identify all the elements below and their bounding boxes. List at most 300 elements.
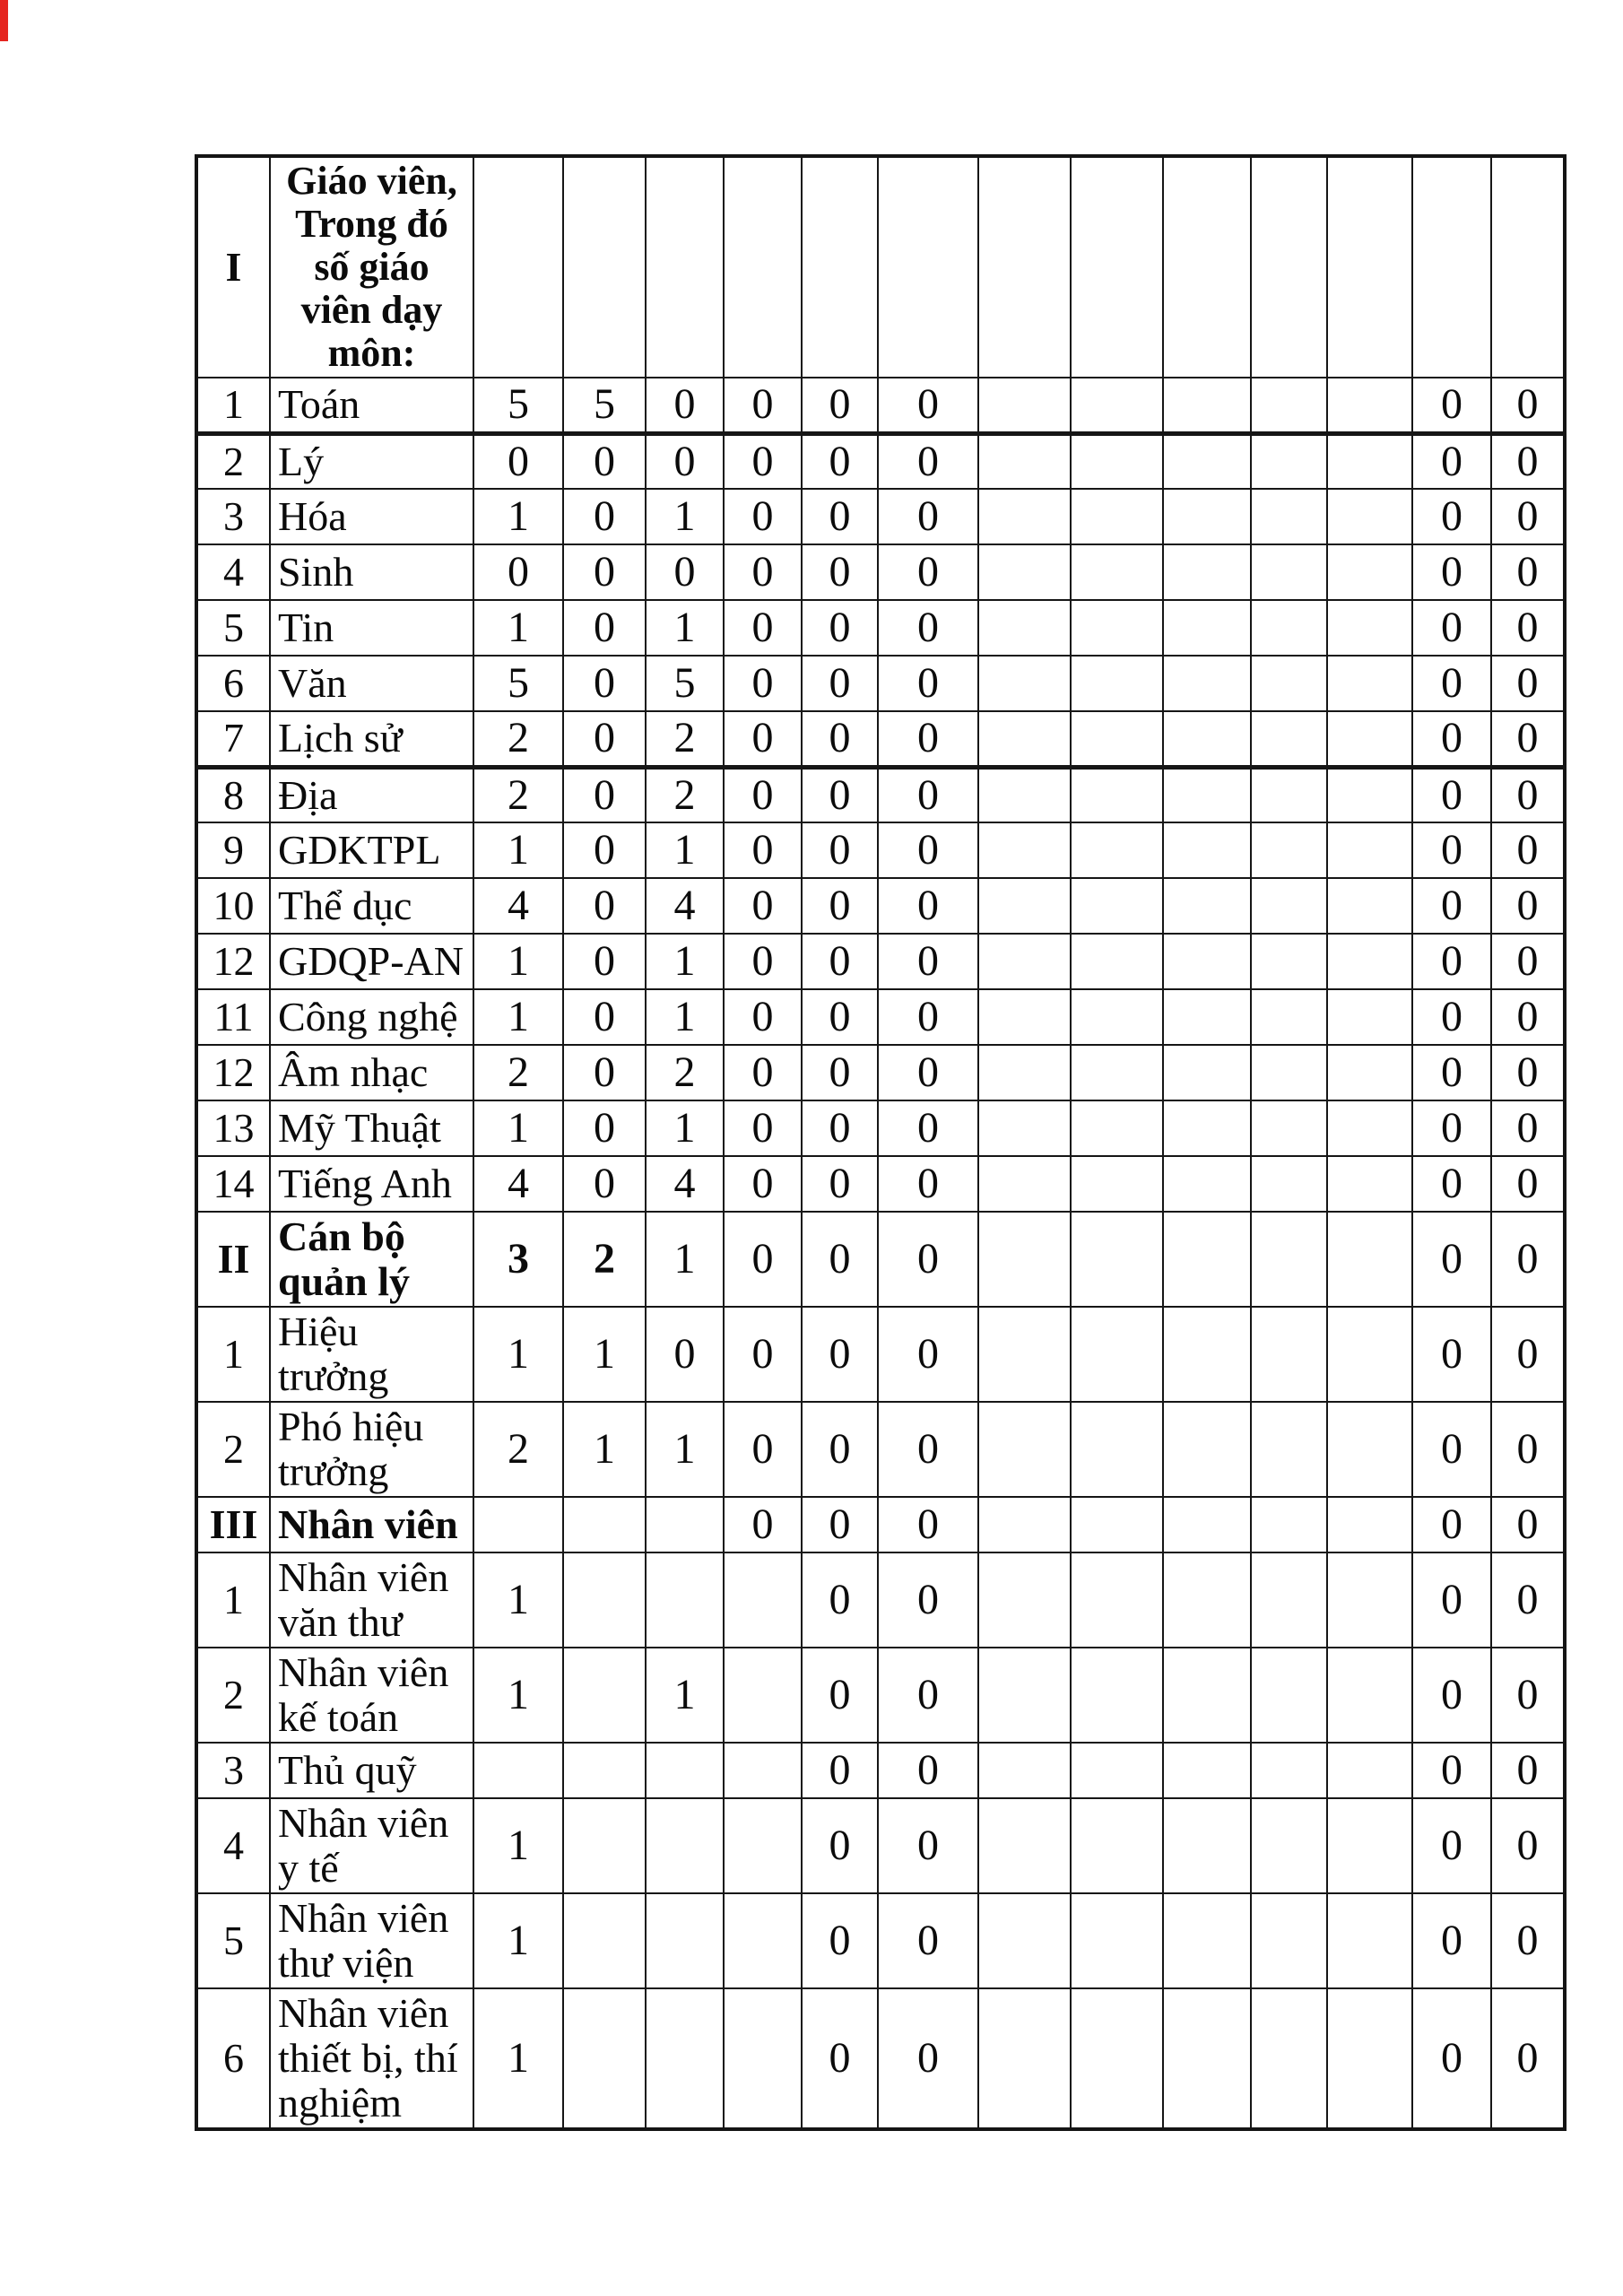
empty-cell	[1251, 1307, 1327, 1402]
value-cell: 0	[563, 878, 646, 934]
row-label: Mỹ Thuật	[270, 1100, 473, 1156]
row-index: 12	[196, 934, 270, 989]
tail-value-cell: 0	[1491, 767, 1565, 822]
value-cell: 1	[473, 1893, 563, 1988]
value-cell: 0	[724, 600, 802, 656]
table-row	[196, 656, 1565, 711]
value-cell: 1	[646, 822, 724, 878]
empty-cell	[1251, 1212, 1327, 1307]
empty-cell	[1163, 489, 1251, 544]
tail-value-cell: 0	[1491, 433, 1565, 489]
empty-cell	[978, 1648, 1071, 1743]
empty-cell	[1071, 1402, 1163, 1497]
value-cell: 0	[473, 544, 563, 600]
value-cell: 0	[802, 878, 878, 934]
table-row	[196, 378, 1565, 433]
tail-value-cell: 0	[1491, 1552, 1565, 1648]
tail-value-cell: 0	[1412, 1552, 1491, 1648]
value-cell: 0	[563, 934, 646, 989]
value-cell: 1	[473, 1988, 563, 2129]
empty-cell	[1251, 378, 1327, 433]
empty-cell	[1251, 934, 1327, 989]
row-label: Giáo viên, Trong đó số giáo viên dạy môn:	[270, 156, 473, 378]
value-cell: 0	[563, 822, 646, 878]
value-cell: 1	[646, 934, 724, 989]
value-cell	[646, 1497, 724, 1552]
value-cell: 2	[646, 1045, 724, 1100]
value-cell: 0	[563, 767, 646, 822]
value-cell: 0	[878, 767, 978, 822]
value-cell	[563, 1497, 646, 1552]
row-index: 6	[196, 1988, 270, 2129]
empty-cell	[1327, 1156, 1412, 1212]
value-cell: 2	[473, 1045, 563, 1100]
empty-cell	[1071, 378, 1163, 433]
row-index: 1	[196, 1307, 270, 1402]
table-row	[196, 989, 1565, 1045]
empty-cell	[1163, 600, 1251, 656]
empty-cell	[1251, 989, 1327, 1045]
empty-cell	[1163, 1648, 1251, 1743]
tail-value-cell: 0	[1491, 1307, 1565, 1402]
empty-cell	[1071, 1497, 1163, 1552]
row-index: 3	[196, 489, 270, 544]
value-cell: 0	[878, 544, 978, 600]
value-cell: 0	[724, 489, 802, 544]
tail-value-cell: 0	[1491, 1798, 1565, 1893]
empty-cell	[978, 1156, 1071, 1212]
row-index: 2	[196, 433, 270, 489]
empty-cell	[1251, 878, 1327, 934]
tail-value-cell: 0	[1412, 1648, 1491, 1743]
value-cell: 0	[802, 600, 878, 656]
value-cell: 5	[473, 378, 563, 433]
tail-value-cell	[1412, 156, 1491, 378]
empty-cell	[978, 989, 1071, 1045]
value-cell: 2	[473, 1402, 563, 1497]
value-cell: 0	[563, 989, 646, 1045]
empty-cell	[1163, 1743, 1251, 1798]
empty-cell	[1327, 378, 1412, 433]
value-cell: 0	[802, 378, 878, 433]
empty-cell	[978, 934, 1071, 989]
value-cell	[473, 1497, 563, 1552]
value-cell: 0	[878, 1798, 978, 1893]
empty-cell	[1327, 489, 1412, 544]
table-row	[196, 1648, 1565, 1743]
empty-cell	[978, 878, 1071, 934]
empty-cell	[1163, 1552, 1251, 1648]
value-cell: 1	[473, 489, 563, 544]
row-index: 1	[196, 1552, 270, 1648]
table-row	[196, 1552, 1565, 1648]
empty-cell	[978, 1798, 1071, 1893]
row-index: 10	[196, 878, 270, 934]
tail-value-cell: 0	[1412, 489, 1491, 544]
empty-cell	[978, 1307, 1071, 1402]
empty-cell	[978, 600, 1071, 656]
empty-cell	[1327, 822, 1412, 878]
value-cell: 0	[878, 1307, 978, 1402]
tail-value-cell: 0	[1491, 822, 1565, 878]
tail-value-cell: 0	[1412, 1497, 1491, 1552]
row-label: GDQP-AN	[270, 934, 473, 989]
tail-value-cell: 0	[1491, 378, 1565, 433]
empty-cell	[1327, 1100, 1412, 1156]
empty-cell	[1327, 1307, 1412, 1402]
value-cell: 0	[802, 1156, 878, 1212]
value-cell: 0	[878, 1100, 978, 1156]
value-cell: 0	[802, 1798, 878, 1893]
empty-cell	[978, 767, 1071, 822]
empty-cell	[1071, 489, 1163, 544]
empty-cell	[1163, 934, 1251, 989]
value-cell	[646, 1798, 724, 1893]
empty-cell	[1071, 156, 1163, 378]
empty-cell	[1327, 1648, 1412, 1743]
tail-value-cell: 0	[1491, 1100, 1565, 1156]
value-cell: 0	[563, 656, 646, 711]
empty-cell	[1071, 544, 1163, 600]
empty-cell	[1163, 822, 1251, 878]
row-index: 5	[196, 1893, 270, 1988]
empty-cell	[978, 1402, 1071, 1497]
table-row	[196, 1988, 1565, 2129]
empty-cell	[1071, 656, 1163, 711]
row-index: 1	[196, 378, 270, 433]
empty-cell	[1163, 711, 1251, 767]
empty-cell	[1251, 1100, 1327, 1156]
tail-value-cell: 0	[1412, 1045, 1491, 1100]
tail-value-cell: 0	[1491, 489, 1565, 544]
table-row	[196, 767, 1565, 822]
value-cell: 2	[563, 1212, 646, 1307]
row-label: Lịch sử	[270, 711, 473, 767]
empty-cell	[1327, 433, 1412, 489]
value-cell: 0	[724, 989, 802, 1045]
value-cell: 0	[802, 1988, 878, 2129]
empty-cell	[978, 1552, 1071, 1648]
row-index: 8	[196, 767, 270, 822]
empty-cell	[1163, 378, 1251, 433]
value-cell: 0	[802, 1307, 878, 1402]
table-row	[196, 1156, 1565, 1212]
tail-value-cell: 0	[1412, 711, 1491, 767]
empty-cell	[978, 489, 1071, 544]
value-cell: 0	[724, 1497, 802, 1552]
row-label: Nhân viên kế toán	[270, 1648, 473, 1743]
empty-cell	[1251, 1552, 1327, 1648]
value-cell: 0	[878, 1212, 978, 1307]
tail-value-cell: 0	[1412, 989, 1491, 1045]
value-cell: 0	[878, 1402, 978, 1497]
empty-cell	[1251, 1497, 1327, 1552]
value-cell: 0	[563, 1045, 646, 1100]
empty-cell	[1071, 989, 1163, 1045]
tail-value-cell: 0	[1412, 1307, 1491, 1402]
row-index: 11	[196, 989, 270, 1045]
value-cell: 0	[878, 1552, 978, 1648]
value-cell: 1	[646, 1212, 724, 1307]
empty-cell	[1251, 1045, 1327, 1100]
empty-cell	[1327, 934, 1412, 989]
value-cell: 0	[878, 1743, 978, 1798]
value-cell: 0	[878, 1988, 978, 2129]
value-cell: 1	[646, 489, 724, 544]
value-cell: 0	[878, 1045, 978, 1100]
tail-value-cell: 0	[1412, 934, 1491, 989]
table-row	[196, 544, 1565, 600]
value-cell: 2	[473, 767, 563, 822]
row-index: 9	[196, 822, 270, 878]
table-row	[196, 1045, 1565, 1100]
value-cell: 0	[563, 489, 646, 544]
value-cell: 5	[473, 656, 563, 711]
empty-cell	[978, 822, 1071, 878]
value-cell: 0	[802, 1100, 878, 1156]
empty-cell	[1071, 1988, 1163, 2129]
row-index: 12	[196, 1045, 270, 1100]
table-row	[196, 1798, 1565, 1893]
empty-cell	[1163, 989, 1251, 1045]
value-cell: 0	[724, 1100, 802, 1156]
table-row	[196, 489, 1565, 544]
tail-value-cell: 0	[1412, 656, 1491, 711]
value-cell: 1	[473, 600, 563, 656]
empty-cell	[978, 1988, 1071, 2129]
table-row	[196, 1743, 1565, 1798]
value-cell: 0	[878, 822, 978, 878]
row-index: II	[196, 1212, 270, 1307]
empty-cell	[1163, 156, 1251, 378]
value-cell	[646, 1893, 724, 1988]
empty-cell	[978, 1893, 1071, 1988]
row-index: 7	[196, 711, 270, 767]
table-row	[196, 878, 1565, 934]
empty-cell	[1251, 600, 1327, 656]
row-label: Nhân viên y tế	[270, 1798, 473, 1893]
tail-value-cell: 0	[1412, 1743, 1491, 1798]
value-cell: 5	[563, 378, 646, 433]
scan-artifact-red-strip	[0, 0, 8, 41]
value-cell: 0	[878, 1156, 978, 1212]
value-cell: 0	[802, 433, 878, 489]
value-cell	[646, 1743, 724, 1798]
tail-value-cell: 0	[1491, 989, 1565, 1045]
empty-cell	[1251, 156, 1327, 378]
empty-cell	[1071, 433, 1163, 489]
value-cell: 1	[646, 1402, 724, 1497]
value-cell	[646, 1552, 724, 1648]
tail-value-cell: 0	[1491, 878, 1565, 934]
empty-cell	[1071, 1743, 1163, 1798]
value-cell	[563, 1552, 646, 1648]
value-cell	[563, 1743, 646, 1798]
row-label: Toán	[270, 378, 473, 433]
value-cell: 0	[646, 378, 724, 433]
empty-cell	[1251, 489, 1327, 544]
empty-cell	[1163, 1307, 1251, 1402]
value-cell	[878, 156, 978, 378]
value-cell: 3	[473, 1212, 563, 1307]
value-cell: 1	[646, 1100, 724, 1156]
empty-cell	[1327, 711, 1412, 767]
empty-cell	[978, 544, 1071, 600]
empty-cell	[1163, 1212, 1251, 1307]
value-cell: 1	[473, 1100, 563, 1156]
value-cell: 0	[563, 1100, 646, 1156]
table-row	[196, 1307, 1565, 1402]
row-label: Cán bộ quản lý	[270, 1212, 473, 1307]
row-label: Thể dục	[270, 878, 473, 934]
empty-cell	[1163, 1156, 1251, 1212]
empty-cell	[1327, 1497, 1412, 1552]
value-cell: 0	[724, 433, 802, 489]
value-cell: 4	[473, 1156, 563, 1212]
empty-cell	[1071, 822, 1163, 878]
value-cell	[473, 156, 563, 378]
value-cell: 0	[724, 1156, 802, 1212]
value-cell: 4	[646, 878, 724, 934]
value-cell: 0	[802, 989, 878, 1045]
table-row	[196, 1893, 1565, 1988]
value-cell: 0	[724, 1402, 802, 1497]
table-row	[196, 433, 1565, 489]
tail-value-cell: 0	[1412, 767, 1491, 822]
empty-cell	[1163, 767, 1251, 822]
value-cell	[724, 1988, 802, 2129]
row-index: I	[196, 156, 270, 378]
empty-cell	[1327, 1988, 1412, 2129]
row-label: Hóa	[270, 489, 473, 544]
table-row	[196, 1402, 1565, 1497]
empty-cell	[1251, 433, 1327, 489]
value-cell: 0	[802, 822, 878, 878]
tail-value-cell: 0	[1491, 1497, 1565, 1552]
value-cell: 0	[802, 711, 878, 767]
tail-value-cell: 0	[1412, 1212, 1491, 1307]
row-index: 13	[196, 1100, 270, 1156]
empty-cell	[1251, 822, 1327, 878]
empty-cell	[1251, 1156, 1327, 1212]
value-cell	[646, 156, 724, 378]
row-label: Văn	[270, 656, 473, 711]
tail-value-cell: 0	[1412, 1798, 1491, 1893]
staff-table	[195, 154, 1567, 2131]
value-cell: 0	[878, 656, 978, 711]
empty-cell	[1327, 544, 1412, 600]
value-cell: 1	[473, 1798, 563, 1893]
empty-cell	[1071, 1552, 1163, 1648]
empty-cell	[1163, 433, 1251, 489]
empty-cell	[978, 156, 1071, 378]
empty-cell	[1163, 1497, 1251, 1552]
empty-cell	[1251, 1893, 1327, 1988]
value-cell: 0	[802, 489, 878, 544]
row-label: Nhân viên văn thư	[270, 1552, 473, 1648]
value-cell: 0	[563, 433, 646, 489]
value-cell: 2	[646, 711, 724, 767]
empty-cell	[1327, 989, 1412, 1045]
tail-value-cell: 0	[1412, 1100, 1491, 1156]
value-cell: 1	[473, 1648, 563, 1743]
value-cell	[724, 1648, 802, 1743]
empty-cell	[1163, 656, 1251, 711]
value-cell: 1	[646, 1648, 724, 1743]
value-cell: 0	[563, 544, 646, 600]
tail-value-cell: 0	[1491, 1045, 1565, 1100]
value-cell: 0	[802, 767, 878, 822]
tail-value-cell: 0	[1412, 433, 1491, 489]
value-cell: 0	[802, 544, 878, 600]
tail-value-cell: 0	[1412, 1156, 1491, 1212]
value-cell	[563, 156, 646, 378]
header-row	[196, 156, 1565, 378]
empty-cell	[978, 433, 1071, 489]
empty-cell	[1071, 1100, 1163, 1156]
empty-cell	[1071, 711, 1163, 767]
value-cell	[724, 1893, 802, 1988]
value-cell: 4	[646, 1156, 724, 1212]
tail-value-cell: 0	[1491, 1156, 1565, 1212]
value-cell: 0	[724, 378, 802, 433]
tail-value-cell: 0	[1491, 1743, 1565, 1798]
tail-value-cell: 0	[1412, 544, 1491, 600]
value-cell: 0	[802, 934, 878, 989]
value-cell: 0	[802, 1497, 878, 1552]
value-cell: 0	[724, 1212, 802, 1307]
empty-cell	[1071, 1212, 1163, 1307]
value-cell: 0	[878, 433, 978, 489]
value-cell: 1	[563, 1402, 646, 1497]
value-cell: 0	[878, 378, 978, 433]
row-index: 6	[196, 656, 270, 711]
value-cell: 0	[802, 1552, 878, 1648]
value-cell: 0	[878, 934, 978, 989]
tail-value-cell: 0	[1491, 1893, 1565, 1988]
empty-cell	[1251, 767, 1327, 822]
empty-cell	[978, 1212, 1071, 1307]
empty-cell	[1251, 1743, 1327, 1798]
tail-value-cell: 0	[1412, 1402, 1491, 1497]
row-label: Nhân viên	[270, 1497, 473, 1552]
tail-value-cell: 0	[1491, 1402, 1565, 1497]
empty-cell	[1163, 1798, 1251, 1893]
empty-cell	[978, 1045, 1071, 1100]
row-index: 2	[196, 1648, 270, 1743]
empty-cell	[1251, 1798, 1327, 1893]
empty-cell	[1251, 1402, 1327, 1497]
empty-cell	[1251, 1988, 1327, 2129]
value-cell: 0	[802, 1743, 878, 1798]
value-cell: 0	[473, 433, 563, 489]
empty-cell	[1163, 1988, 1251, 2129]
row-index: 14	[196, 1156, 270, 1212]
value-cell	[724, 1552, 802, 1648]
value-cell: 0	[563, 1156, 646, 1212]
value-cell: 0	[724, 767, 802, 822]
empty-cell	[1327, 767, 1412, 822]
value-cell: 0	[646, 544, 724, 600]
empty-cell	[1071, 1648, 1163, 1743]
row-index: 3	[196, 1743, 270, 1798]
row-index: 4	[196, 1798, 270, 1893]
empty-cell	[1327, 1552, 1412, 1648]
value-cell	[646, 1988, 724, 2129]
empty-cell	[1327, 1045, 1412, 1100]
empty-cell	[1163, 1100, 1251, 1156]
value-cell: 1	[473, 934, 563, 989]
